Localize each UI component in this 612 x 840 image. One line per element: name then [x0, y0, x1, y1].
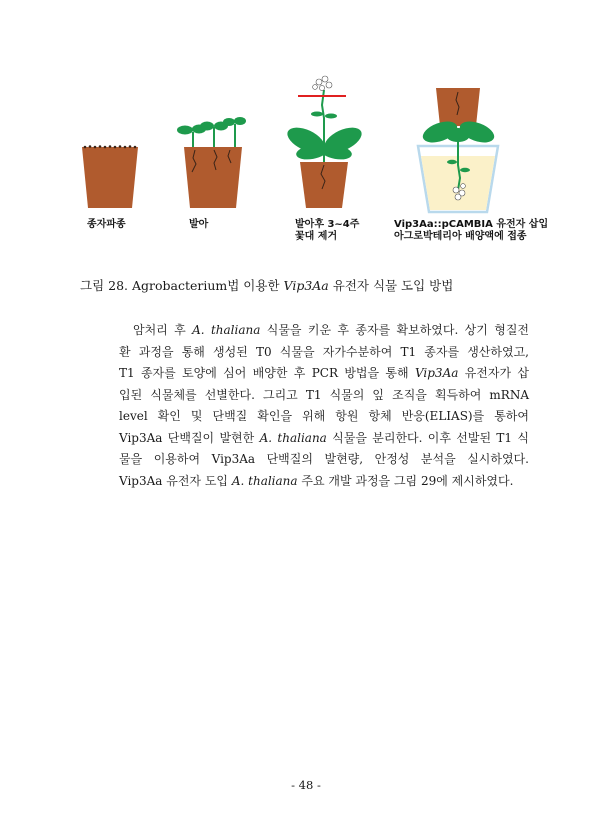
- stage-label-seed-sowing: 종자파종: [87, 219, 126, 230]
- plant-icon: [284, 90, 366, 162]
- caption-suffix: 유전자 식물 도입 방법: [328, 278, 454, 293]
- stage-label-bolt-removal: 발아후 3~4주 꽃대 제거: [295, 219, 360, 242]
- body-text-run: 식물을 키운 후 종자를 확보하였다. 상기 형질전: [260, 323, 530, 337]
- caption-italic: Vip3Aa: [283, 278, 329, 293]
- figure-28: [0, 0, 612, 260]
- body-text-run: 입된 식물체를 선별한다. 그리고 T1 식물의 잎 조직을 획득하여 mRNA: [119, 387, 529, 402]
- body-paragraph: [119, 320, 529, 492]
- stage-label-agro-dip: Vip3Aa::pCAMBIA 유전자 삽입 아그로박테리아 배양액에 접종: [394, 219, 549, 242]
- body-line: [119, 320, 529, 342]
- body-text-run: T1 종자를 토양에 심어 배양한 후 PCR 방법을 통해: [119, 366, 415, 380]
- pot-icon: [184, 147, 242, 208]
- stage-agro-dip: [418, 88, 498, 212]
- body-line: [119, 449, 529, 471]
- body-text-run: 물을 이용하여 Vip3Aa 단백질의 발현량, 안정성 분석을 실시하였다.: [119, 452, 529, 466]
- body-text-run: Vip3Aa 유전자 도입: [119, 473, 232, 488]
- body-line: [119, 342, 529, 364]
- stage-germination: [177, 117, 246, 208]
- italic-term: Vip3Aa: [414, 366, 459, 380]
- body-text-run: 환 과정을 통해 생성된 T0 식물을 자가수분하여 T1 종자를 생산하였고,: [119, 344, 529, 359]
- stage-label-germination: 발아: [189, 219, 209, 230]
- page-number: - 48 -: [291, 778, 321, 792]
- italic-term: A. thaliana: [192, 323, 261, 337]
- body-line: [119, 471, 529, 493]
- figure-caption: [80, 276, 453, 294]
- body-text-run: 주요 개발 과정을 그림 29에 제시하였다.: [297, 473, 514, 488]
- body-line: [119, 363, 529, 385]
- caption-prefix: 그림 28. Agrobacterium법 이용한: [80, 278, 284, 293]
- body-line: [119, 428, 529, 450]
- italic-term: A. thaliana: [259, 430, 327, 445]
- body-line: [119, 406, 529, 428]
- italic-term: A. thaliana: [231, 473, 298, 488]
- body-text-run: 유전자가 삽: [458, 366, 530, 380]
- body-text-run: 식물을 분리한다. 이후 선발된 T1 식: [326, 430, 529, 445]
- stage-seed-sowing: [82, 145, 138, 208]
- stage-bolt-removal: [284, 76, 366, 208]
- body-text-run: level 확인 및 단백질 확인을 위해 항원 항체 반응(ELIAS)를 통하여: [119, 409, 529, 423]
- seedling-icon: [177, 117, 246, 147]
- body-line: [119, 385, 529, 407]
- body-text-run: 암처리 후: [133, 323, 193, 337]
- pot-icon: [82, 147, 138, 208]
- flower-icon: [313, 76, 332, 91]
- body-text-run: Vip3Aa 단백질이 발현한: [119, 430, 260, 445]
